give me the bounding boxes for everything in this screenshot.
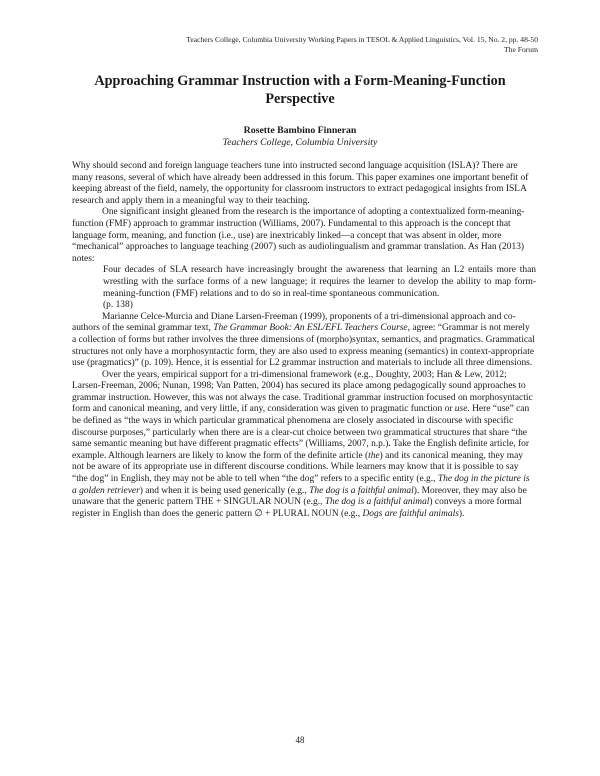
text-span: . Here “use” can be defined as “the ways in which particular grammatical phenomena are closely associated in discourse with specific discourse purposes,” particularly when there are is a clear-cut choice between two grammatical structures that share “the same semantic meaning but have different pragmatic effects” (Williams, 2007, n.p.). Take the English definite article, for example. Although learners are likely to know the form of the definite article ( [72, 404, 530, 461]
text-span: Marianne Celce-Murcia and Diane Larsen-Freeman (1999), proponents of a tri-dimensional approach and co-authors of the seminal grammar text, [72, 311, 516, 334]
book-title: The Grammar Book: An ESL/EFL Teachers Course [213, 323, 408, 334]
text-span: ). [458, 508, 465, 519]
example-sentence: The dog in the picture is a golden retriever [72, 474, 530, 496]
block-quote [103, 265, 536, 311]
title-line-1: Approaching Grammar Instruction with a Form-Meaning-Function [94, 73, 506, 89]
text-span: ) conveys a more formal register in English than does the generic pattern ∅ + PLURAL NOUN (e.g., [72, 497, 522, 519]
text-span: ) and when it is being used generically (e.g., [139, 485, 310, 496]
running-header [186, 35, 538, 55]
paper-title [60, 72, 540, 108]
paragraph-celce-murcia [72, 312, 536, 370]
author-affiliation: Teachers College, Columbia University [222, 137, 378, 148]
example-sentence: The dog is a faithful animal [309, 485, 414, 496]
page-number: 48 [295, 735, 305, 745]
text-span: , agree: “Grammar is not merely a collection of forms but rather involves the three dimensions of (morpho)syntax, semantics, and pragmatics. Grammatical structures not only have a morphosyntactic form, they are also used to express meaning (semantics) in context-appropriate use (pragmatics)” (p. 109). Hence, it is essential for L2 grammar instruction and materials to include all three dimensions. [72, 323, 535, 369]
text-span: ) and its canonical meaning, they may not be aware of its appropriate use in different discourse conditions. While learners may know that it is possible to say “the dog” in English, they may not be able to tell when “the dog” refers to a specific entity (e.g., [72, 450, 524, 485]
example-sentence: The dog is a faithful animal [324, 497, 430, 508]
emphasis-term: use [454, 404, 468, 415]
block-quote-citation: (p. 138) [103, 300, 133, 311]
author-block [60, 125, 540, 149]
journal-citation: Teachers College, Columbia University Working Papers in TESOL & Applied Linguistics, Vol. 15, No. 2, pp. 48-50 [186, 35, 538, 44]
author-name: Rosette Bambino Finneran [243, 125, 357, 136]
block-quote-text: Four decades of SLA research have increasingly brought the awareness that learning an L2 entails more than wrestling with the surface forms of a new language; it requires the learner to develop the ability to map form-meaning-function (FMF) relations and to do so in real-time spontaneous communication. [103, 265, 536, 299]
paragraph-intro: Why should second and foreign language teachers tune into instructed second language acquisition (ISLA)? There are many reasons, several of which have already been addressed in this forum. This paper examines one important benefit of keeping abreast of the field, namely, the opportunity for classroom instructors to extract pedagogical insights from ISLA research and apply them in a meaningful way to their teaching. [72, 161, 529, 206]
emphasis-term: the [368, 450, 380, 461]
title-line-2: Perspective [265, 91, 335, 107]
paragraph-fmf: One significant insight gleaned from the research is the importance of adopting a contextualized form-meaning-function (FMF) approach to grammar instruction (Williams, 2007). Fundamental to this approach is the concept that language form, meaning, and function (i.e., use) are inextricably linked—a concept that was absent in older, more “mechanical” approaches to language teaching (2007) such as audiolingualism and grammar translation. As Han (2013) notes: [72, 207, 525, 264]
text-span: Over the years, empirical support for a tri-dimensional framework (e.g., Doughty, 2003; Han & Lew, 2012; Larsen-Freeman, 2006; Nunan, 1998; Van Patten, 2004) has secured its place among pedagogically sound approaches to grammar instruction. However, this was not always the case. Traditional grammar instruction focused on morphosyntactic form and canonical meaning, and very little, if any, consideration was given to pragmatic function or [72, 369, 533, 415]
section-label: The Forum [504, 45, 538, 54]
text-span: ). Moreover, they may also be unaware that the generic pattern THE + SINGULAR NOUN (e.g., [72, 485, 527, 508]
example-sentence: Dogs are faithful animals [362, 508, 459, 519]
body-text [72, 161, 536, 520]
paragraph-empirical-support [72, 370, 536, 521]
